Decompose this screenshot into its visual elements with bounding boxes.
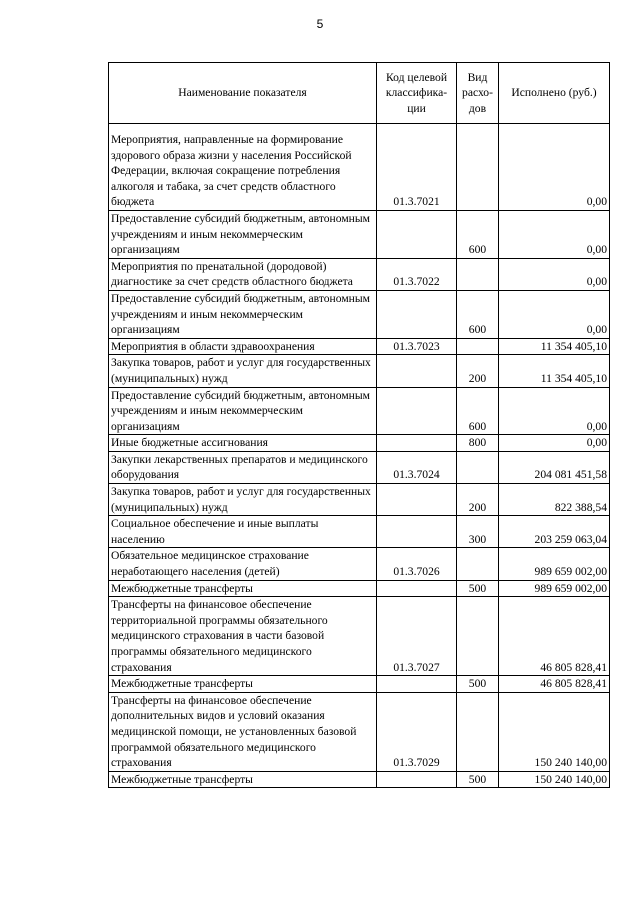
executed-amount-cell: 46 805 828,41 (499, 597, 610, 676)
table-row (109, 484, 610, 516)
target-code-cell (377, 580, 457, 597)
indicator-name-cell: Иные бюджетные ассигнования (109, 435, 377, 452)
expense-type-cell: 500 (457, 580, 499, 597)
expense-type-cell: 600 (457, 290, 499, 338)
table-row (109, 676, 610, 693)
header-indicator-name: Наименование показателя (109, 63, 377, 124)
expense-type-cell: 200 (457, 484, 499, 516)
table-row (109, 338, 610, 355)
target-code-cell (377, 484, 457, 516)
executed-amount-cell: 46 805 828,41 (499, 676, 610, 693)
indicator-name-cell: Межбюджетные трансферты (109, 676, 377, 693)
indicator-name-cell: Трансферты на финансовое обеспечение дополнительных видов и условий оказания медицинской помощи, не установленных базовой программой обязательного медицинского страхования (109, 692, 377, 771)
table-body (109, 124, 610, 788)
budget-execution-table (108, 62, 610, 788)
expense-type-cell: 300 (457, 516, 499, 548)
indicator-name-cell: Мероприятия в области здравоохранения (109, 338, 377, 355)
table-row (109, 771, 610, 788)
executed-amount-cell: 203 259 063,04 (499, 516, 610, 548)
target-code-cell (377, 210, 457, 258)
expense-type-cell (457, 258, 499, 290)
target-code-cell: 01.3.7026 (377, 548, 457, 580)
expense-type-cell: 200 (457, 355, 499, 387)
table-row (109, 692, 610, 771)
table-row (109, 548, 610, 580)
expense-type-cell: 500 (457, 771, 499, 788)
executed-amount-cell: 204 081 451,58 (499, 451, 610, 483)
target-code-cell (377, 355, 457, 387)
table-row (109, 210, 610, 258)
page-number: 5 (316, 17, 324, 31)
indicator-name-cell: Предоставление субсидий бюджетным, автономным учреждениям и иным некоммерческим организациям (109, 290, 377, 338)
executed-amount-cell: 0,00 (499, 124, 610, 211)
target-code-cell (377, 516, 457, 548)
table-row (109, 387, 610, 435)
executed-amount-cell: 150 240 140,00 (499, 771, 610, 788)
expense-type-cell (457, 124, 499, 211)
expense-type-cell (457, 548, 499, 580)
target-code-cell (377, 387, 457, 435)
table-row (109, 355, 610, 387)
table-row (109, 290, 610, 338)
target-code-cell: 01.3.7023 (377, 338, 457, 355)
executed-amount-cell: 822 388,54 (499, 484, 610, 516)
target-code-cell: 01.3.7022 (377, 258, 457, 290)
executed-amount-cell: 0,00 (499, 210, 610, 258)
target-code-cell (377, 771, 457, 788)
indicator-name-cell: Мероприятия по пренатальной (дородовой) диагностике за счет средств областного бюджета (109, 258, 377, 290)
indicator-name-cell: Обязательное медицинское страхование неработающего населения (детей) (109, 548, 377, 580)
header-target-code: Код целевой классифика-ции (377, 63, 457, 124)
header-expense-type: Вид расхо-дов (457, 63, 499, 124)
table-row (109, 258, 610, 290)
executed-amount-cell: 0,00 (499, 435, 610, 452)
table-header-row (109, 63, 610, 124)
executed-amount-cell: 0,00 (499, 258, 610, 290)
executed-amount-cell: 0,00 (499, 387, 610, 435)
target-code-cell (377, 676, 457, 693)
executed-amount-cell: 150 240 140,00 (499, 692, 610, 771)
table-row (109, 124, 610, 211)
executed-amount-cell: 11 354 405,10 (499, 338, 610, 355)
expense-type-cell: 600 (457, 387, 499, 435)
expense-type-cell (457, 451, 499, 483)
executed-amount-cell: 11 354 405,10 (499, 355, 610, 387)
table-row (109, 451, 610, 483)
indicator-name-cell: Закупки лекарственных препаратов и медицинского оборудования (109, 451, 377, 483)
table-row (109, 597, 610, 676)
target-code-cell: 01.3.7021 (377, 124, 457, 211)
indicator-name-cell: Предоставление субсидий бюджетным, автономным учреждениям и иным некоммерческим организациям (109, 210, 377, 258)
indicator-name-cell: Мероприятия, направленные на формирование здорового образа жизни у населения Российской Федерации, включая сокращение потребления алкоголя и табака, за счет средств областного бюджета (109, 124, 377, 211)
indicator-name-cell: Межбюджетные трансферты (109, 771, 377, 788)
target-code-cell: 01.3.7027 (377, 597, 457, 676)
expense-type-cell: 600 (457, 210, 499, 258)
expense-type-cell (457, 338, 499, 355)
indicator-name-cell: Закупка товаров, работ и услуг для государственных (муниципальных) нужд (109, 484, 377, 516)
indicator-name-cell: Социальное обеспечение и иные выплаты населению (109, 516, 377, 548)
indicator-name-cell: Межбюджетные трансферты (109, 580, 377, 597)
target-code-cell: 01.3.7024 (377, 451, 457, 483)
indicator-name-cell: Закупка товаров, работ и услуг для государственных (муниципальных) нужд (109, 355, 377, 387)
header-executed-amount: Исполнено (руб.) (499, 63, 610, 124)
expense-type-cell: 800 (457, 435, 499, 452)
indicator-name-cell: Трансферты на финансовое обеспечение территориальной программы обязательного медицинского страхования в части базовой программы обязательного медицинского страхования (109, 597, 377, 676)
indicator-name-cell: Предоставление субсидий бюджетным, автономным учреждениям и иным некоммерческим организациям (109, 387, 377, 435)
expense-type-cell: 500 (457, 676, 499, 693)
table-row (109, 516, 610, 548)
executed-amount-cell: 989 659 002,00 (499, 580, 610, 597)
executed-amount-cell: 0,00 (499, 290, 610, 338)
executed-amount-cell: 989 659 002,00 (499, 548, 610, 580)
expense-type-cell (457, 597, 499, 676)
expense-type-cell (457, 692, 499, 771)
target-code-cell: 01.3.7029 (377, 692, 457, 771)
table-row (109, 580, 610, 597)
table-row (109, 435, 610, 452)
target-code-cell (377, 290, 457, 338)
target-code-cell (377, 435, 457, 452)
